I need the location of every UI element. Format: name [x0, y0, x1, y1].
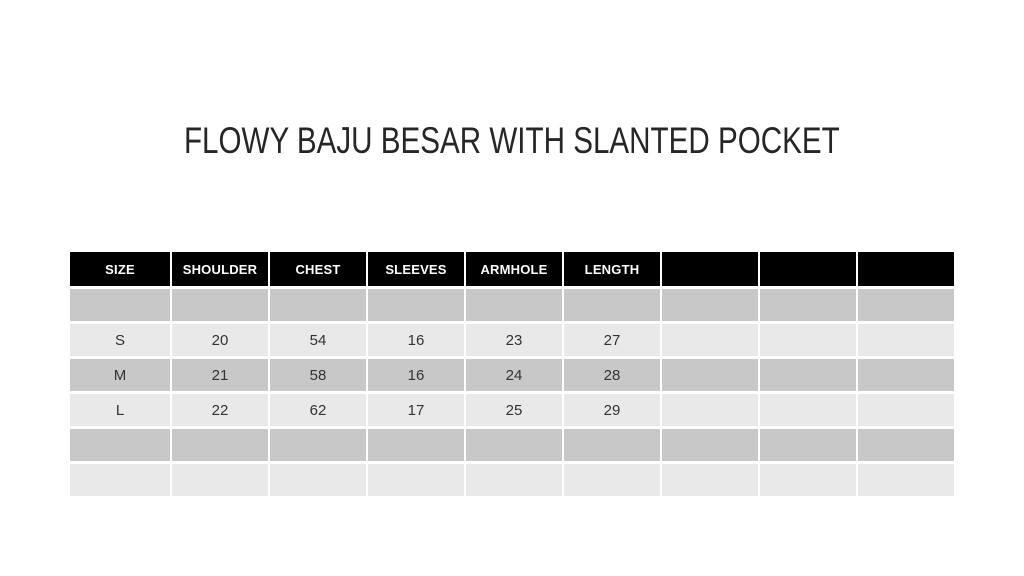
table-cell — [858, 289, 954, 321]
table-cell — [760, 324, 856, 356]
table-cell — [662, 324, 758, 356]
table-cell — [564, 464, 660, 496]
column-header-armhole: ARMHOLE — [466, 252, 562, 286]
table-cell — [858, 359, 954, 391]
table-cell — [368, 429, 464, 461]
size-label-m: M — [70, 359, 170, 391]
column-header-length: LENGTH — [564, 252, 660, 286]
table-cell — [564, 289, 660, 321]
table-cell — [70, 464, 170, 496]
table-cell: 62 — [270, 394, 366, 426]
table-cell: 17 — [368, 394, 464, 426]
table-cell: 28 — [564, 359, 660, 391]
table-cell: 54 — [270, 324, 366, 356]
table-cell — [172, 289, 268, 321]
table-cell — [858, 324, 954, 356]
table-cell: 24 — [466, 359, 562, 391]
size-chart-table — [70, 252, 954, 496]
size-label-s: S — [70, 324, 170, 356]
table-cell — [270, 289, 366, 321]
table-cell — [760, 359, 856, 391]
column-header-empty-1 — [662, 252, 758, 286]
table-cell: 20 — [172, 324, 268, 356]
table-cell: 29 — [564, 394, 660, 426]
table-cell — [466, 289, 562, 321]
table-cell — [368, 464, 464, 496]
column-header-chest: CHEST — [270, 252, 366, 286]
size-label-l: L — [70, 394, 170, 426]
table-cell — [662, 289, 758, 321]
table-cell — [70, 289, 170, 321]
table-cell — [368, 289, 464, 321]
slide-title — [0, 120, 1024, 162]
table-cell — [858, 429, 954, 461]
table-cell — [270, 464, 366, 496]
table-cell — [760, 289, 856, 321]
table-cell — [662, 359, 758, 391]
table-cell — [760, 464, 856, 496]
table-cell — [760, 394, 856, 426]
table-cell — [662, 394, 758, 426]
table-cell: 58 — [270, 359, 366, 391]
table-cell — [858, 464, 954, 496]
column-header-empty-3 — [858, 252, 954, 286]
table-cell: 23 — [466, 324, 562, 356]
table-cell: 27 — [564, 324, 660, 356]
table-cell: 25 — [466, 394, 562, 426]
table-cell — [858, 394, 954, 426]
table-cell — [172, 464, 268, 496]
table-cell: 22 — [172, 394, 268, 426]
table-cell — [662, 429, 758, 461]
table-cell: 16 — [368, 324, 464, 356]
column-header-sleeves: SLEEVES — [368, 252, 464, 286]
slide-title-text: FLOWY BAJU BESAR WITH SLANTED POCKET — [184, 120, 840, 161]
column-header-empty-2 — [760, 252, 856, 286]
table-cell: 16 — [368, 359, 464, 391]
table-cell — [172, 429, 268, 461]
table-cell — [760, 429, 856, 461]
table-cell — [466, 464, 562, 496]
table-cell: 21 — [172, 359, 268, 391]
column-header-shoulder: SHOULDER — [172, 252, 268, 286]
column-header-size: SIZE — [70, 252, 170, 286]
table-cell — [70, 429, 170, 461]
table-cell — [662, 464, 758, 496]
table-cell — [270, 429, 366, 461]
table-cell — [564, 429, 660, 461]
table-cell — [466, 429, 562, 461]
